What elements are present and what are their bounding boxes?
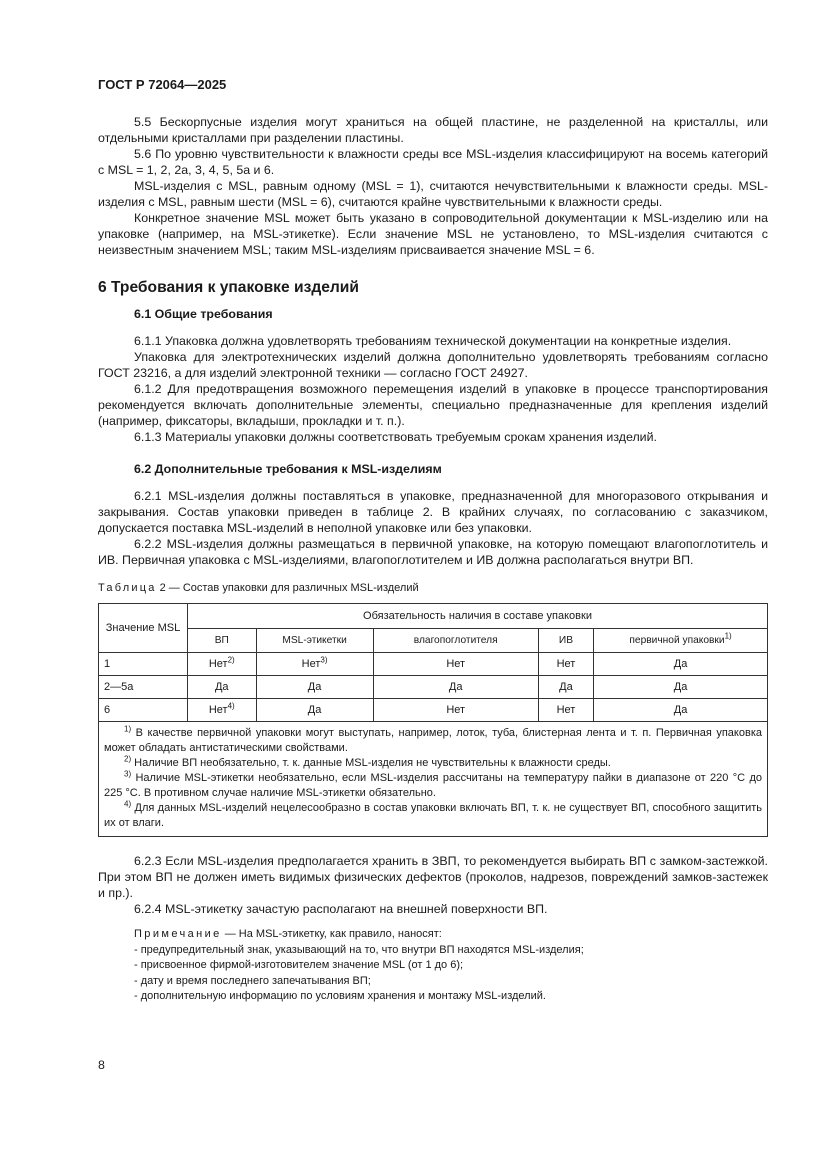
msl-value-cell: 6 <box>99 699 188 722</box>
packaging-table <box>98 603 768 837</box>
paragraph-6-1-1-cont: Упаковка для электротехнических изделий должна дополнительно удовлетворять требованиям согласно ГОСТ 23216, а для изделий электронной техники — согласно ГОСТ 24927. <box>98 350 768 380</box>
footnote: $^{2)}$ Наличие ВП необязательно, т. к. данные MSL-изделия не чувствительны к влажности среды. <box>124 754 611 769</box>
requirement-cell: Нет$^{3)}$ <box>256 653 373 676</box>
requirement-cell: Нет <box>373 653 538 676</box>
section-6-heading: 6 Требования к упаковке изделий <box>98 279 359 296</box>
requirement-cell: Нет <box>538 653 593 676</box>
table-footnotes <box>99 722 768 837</box>
requirement-cell: Да <box>594 676 768 699</box>
note-list-item: - дополнительную информацию по условиям хранения и монтажу MSL-изделий. <box>134 990 546 1002</box>
table-row <box>99 676 768 699</box>
note-label: Примечание <box>134 928 222 940</box>
requirement-cell: Нет$^{2)}$ <box>188 653 257 676</box>
msl-value-cell: 1 <box>99 653 188 676</box>
paragraph-6-1-1: 6.1.1 Упаковка должна удовлетворять требованиям технической документации на конкретные изделия. <box>134 334 732 348</box>
requirement-cell: Нет$^{4)}$ <box>188 699 257 722</box>
footnote: $^{3)}$ Наличие MSL-этикетки необязательно, если MSL-изделия рассчитаны на температуру пайки в диапазоне от 220 °С до 225 °С. В противном случае наличие MSL-этикетки обязательно. <box>104 769 762 799</box>
footnote: $^{4)}$ Для данных MSL-изделий нецелесообразно в состав упаковки включать ВП, т. к. не существует ВП, способного защитить их от влаги. <box>104 799 762 829</box>
table-row <box>99 653 768 676</box>
footnote: $^{1)}$ В качестве первичной упаковки могут выступать, например, лоток, туба, блистерная лента и т. п. Первичная упаковка может обладать антистатическими свойствами. <box>104 724 762 754</box>
paragraph-6-2-4: 6.2.4 MSL-этикетку зачастую располагают на внешней поверхности ВП. <box>134 902 548 916</box>
column-header: влагопоглотителя <box>373 629 538 653</box>
requirement-group-header: Обязательность наличия в составе упаковки <box>188 604 768 629</box>
requirement-cell: Да <box>594 653 768 676</box>
column-header: ИВ <box>538 629 593 653</box>
page-number: 8 <box>98 1058 105 1072</box>
msl-value-header: Значение MSL <box>99 604 188 653</box>
table-caption <box>98 580 768 596</box>
note-list-item: - дату и время последнего запечатывания ВП; <box>134 974 371 987</box>
paragraph-6-1-2: 6.1.2 Для предотвращения возможного перемещения изделий в упаковке в процессе транспортирования рекомендуется включать дополнительные элементы, специально предназначенные для крепления изделий (например, фиксаторы, вкладыши, прокладки и т. п.). <box>98 382 768 428</box>
section-6-2-heading: 6.2 Дополнительные требования к MSL-изделиям <box>134 462 442 476</box>
note-list-item: - присвоенное фирмой-изготовителем значение MSL (от 1 до 6); <box>134 959 464 971</box>
table-caption-label: Таблица <box>98 582 157 594</box>
note-block <box>134 927 768 1005</box>
requirement-cell: Нет <box>373 699 538 722</box>
requirement-cell: Да <box>188 676 257 699</box>
note-list-item: - предупредительный знак, указывающий на то, что внутри ВП находятся MSL-изделия; <box>134 943 584 956</box>
paragraph-6-2-2: 6.2.2 MSL-изделия должны размещаться в первичной упаковке, на которую помещают влагопоглотитель и ИВ. Первичная упаковка с MSL-изделиями, влагопоглотителем и ИВ должна располагаться внутри ВП. <box>98 537 768 567</box>
column-header: ВП <box>188 629 257 653</box>
paragraph-6-2-3: 6.2.3 Если MSL-изделия предполагается хранить в ЗВП, то рекомендуется выбирать ВП с замком-застежкой. При этом ВП не должен иметь видимых физических дефектов (проколов, надрезов, повреждений замков-застежек и пр.). <box>98 854 768 900</box>
paragraph-msl-value: Конкретное значение MSL может быть указано в сопроводительной документации к MSL-изделию или на упаковке (например, на MSL-этикетке). Если значение MSL не установлено, то MSL-изделия считаются с неизвестным значением MSL; таким MSL-изделиям присваивается значение MSL = 6. <box>98 211 768 257</box>
table-row <box>99 699 768 722</box>
paragraph-6-2-1: 6.2.1 MSL-изделия должны поставляться в упаковке, предназначенной для многоразового открывания и закрывания. Состав упаковки приведен в таблице 2. В крайних случаях, по согласованию с заказчиком, допускается поставка MSL-изделий в неполной упаковке или без упаковки. <box>98 489 768 535</box>
requirement-cell: Да <box>373 676 538 699</box>
paragraph-5-6: 5.6 По уровню чувствительности к влажности среды все MSL-изделия классифицируют на восемь категорий с MSL = 1, 2, 2а, 3, 4, 5, 5а и 6. <box>98 147 768 177</box>
requirement-cell: Да <box>594 699 768 722</box>
requirement-cell: Да <box>538 676 593 699</box>
column-header: первичной упаковки$^{1)}$ <box>594 629 768 653</box>
requirement-cell: Да <box>256 699 373 722</box>
paragraph-msl-sensitivity: MSL-изделия с MSL, равным одному (MSL = 1), считаются нечувствительными к влажности среды. MSL-изделия с MSL, равным шести (MSL = 6), считаются крайне чувствительными к влажности среды. <box>98 179 768 209</box>
requirement-cell: Да <box>256 676 373 699</box>
page-content <box>98 114 768 1005</box>
requirement-cell: Нет <box>538 699 593 722</box>
document-header: ГОСТ Р 72064—2025 <box>98 77 227 92</box>
msl-value-cell: 2—5а <box>99 676 188 699</box>
paragraph-6-1-3: 6.1.3 Материалы упаковки должны соответствовать требуемым срокам хранения изделий. <box>134 430 657 444</box>
section-6-1-heading: 6.1 Общие требования <box>134 307 273 321</box>
table-caption-text: 2 — Состав упаковки для различных MSL-изделий <box>159 582 419 594</box>
column-header: MSL-этикетки <box>256 629 373 653</box>
note-intro: — На MSL-этикетку, как правило, наносят: <box>221 928 442 940</box>
paragraph-5-5: 5.5 Бескорпусные изделия могут храниться на общей пластине, не разделенной на кристаллы, или отдельными кристаллами при разделении пластины. <box>98 115 768 145</box>
